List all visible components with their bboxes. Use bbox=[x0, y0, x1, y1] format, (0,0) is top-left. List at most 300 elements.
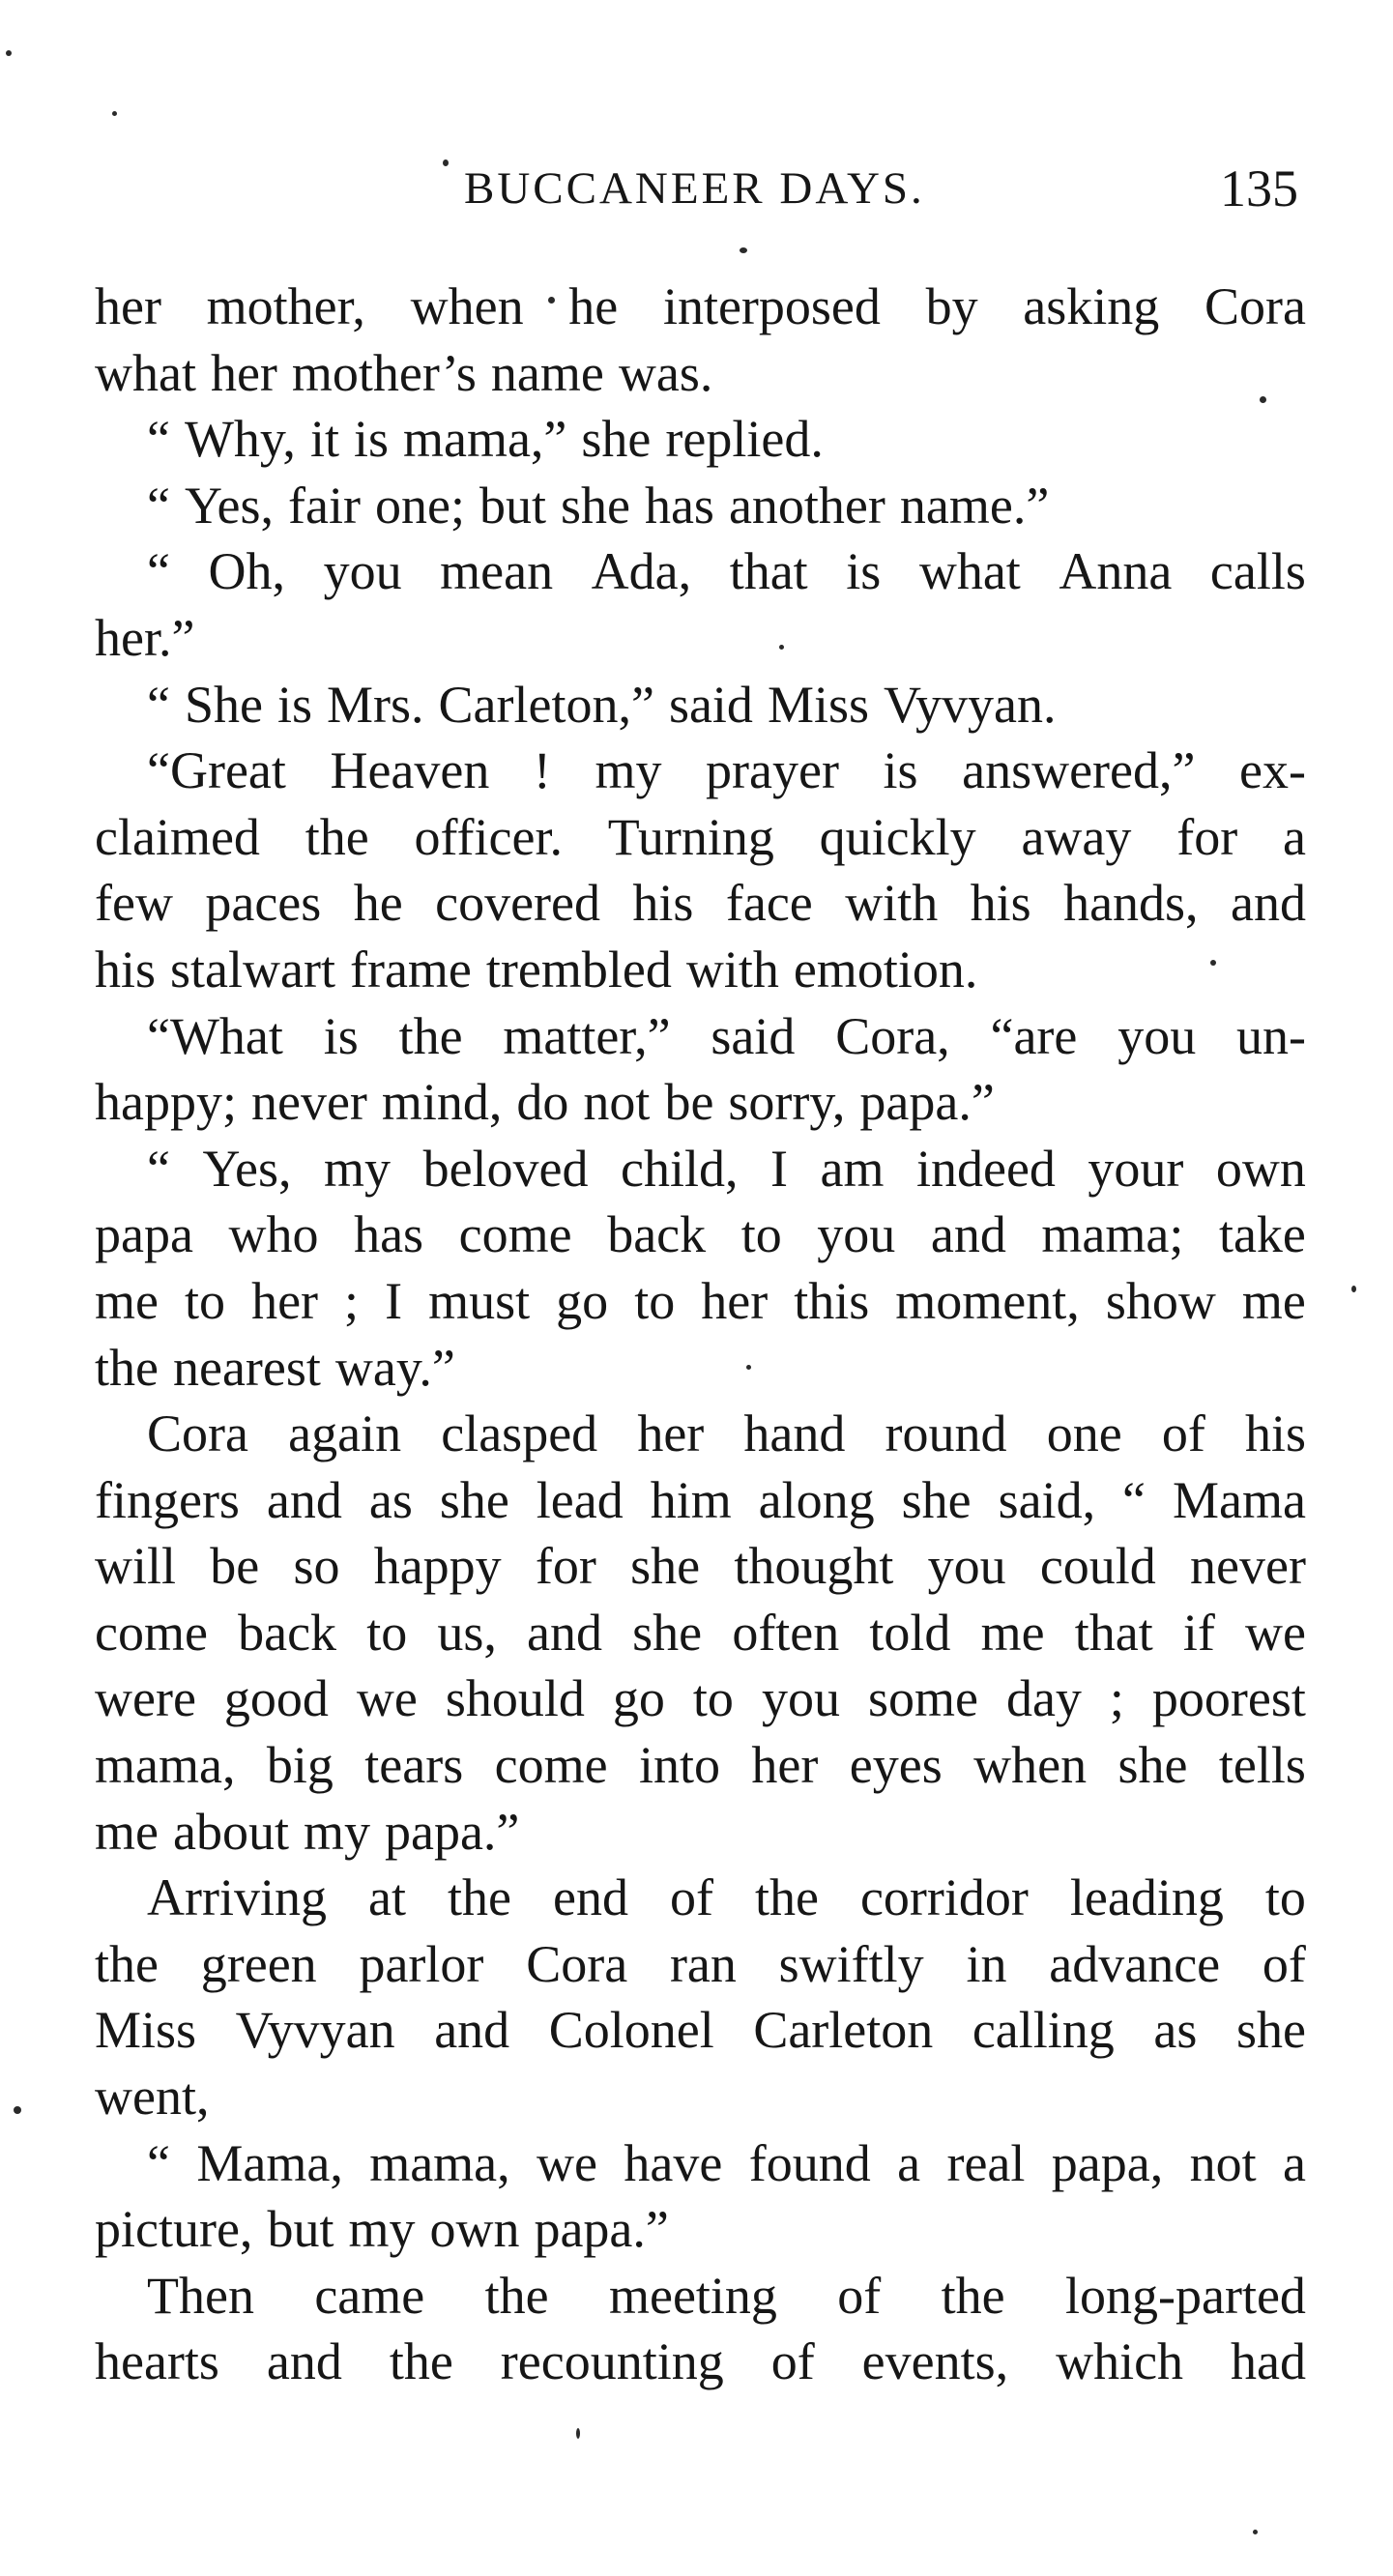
word: she bbox=[901, 1470, 972, 1529]
text-line bbox=[95, 1533, 1306, 1600]
word: round bbox=[885, 1404, 1007, 1463]
text-line bbox=[95, 1201, 1306, 1268]
word: Vyvyan bbox=[235, 2001, 395, 2060]
word: you bbox=[761, 1669, 840, 1728]
word: ! bbox=[533, 741, 551, 800]
word: of bbox=[669, 1868, 713, 1927]
word: mama,” bbox=[402, 410, 567, 469]
print-speck bbox=[746, 1365, 751, 1370]
word: she bbox=[560, 476, 630, 535]
word: Mrs. bbox=[327, 675, 424, 734]
print-speck bbox=[576, 2428, 580, 2439]
word: emotion. bbox=[793, 940, 978, 999]
word: “are bbox=[990, 1006, 1078, 1065]
word: “ bbox=[147, 1139, 170, 1198]
word: be bbox=[664, 1073, 714, 1132]
word: to bbox=[692, 1669, 734, 1728]
word: replied. bbox=[665, 410, 824, 469]
word: Yes, bbox=[184, 476, 275, 535]
word: papa bbox=[95, 1205, 193, 1264]
word: way.” bbox=[334, 1338, 455, 1397]
word: me bbox=[95, 1271, 159, 1330]
text-line bbox=[95, 672, 1306, 738]
text-line bbox=[95, 2329, 1306, 2395]
word: for bbox=[535, 1537, 596, 1596]
word: papa, bbox=[1051, 2133, 1164, 2192]
word: Carleton,” bbox=[438, 675, 654, 734]
word: by bbox=[925, 277, 978, 335]
word: she bbox=[439, 1470, 509, 1529]
print-speck bbox=[1253, 2530, 1258, 2534]
word: of bbox=[770, 2332, 815, 2391]
word: we bbox=[356, 1669, 418, 1728]
word: “ bbox=[147, 675, 170, 734]
word: said bbox=[711, 1006, 796, 1065]
word: the bbox=[754, 1868, 819, 1927]
word: indeed bbox=[915, 1139, 1056, 1198]
word: that bbox=[729, 542, 808, 601]
word: to bbox=[366, 1603, 408, 1662]
word: he bbox=[568, 277, 619, 335]
word: Mama bbox=[1172, 1470, 1306, 1529]
word: you bbox=[1117, 1006, 1197, 1065]
word: Miss bbox=[95, 2001, 197, 2060]
word: your bbox=[1088, 1139, 1184, 1198]
word: corridor bbox=[859, 1868, 1029, 1927]
word: am bbox=[820, 1139, 885, 1198]
word: stalwart bbox=[170, 940, 335, 999]
word: is bbox=[323, 1006, 359, 1065]
word: mama, bbox=[369, 2133, 510, 2192]
word: day bbox=[1005, 1669, 1082, 1728]
text-line bbox=[95, 406, 1306, 473]
word: if bbox=[1182, 1603, 1215, 1662]
text-line bbox=[95, 1401, 1306, 1467]
word: often bbox=[732, 1603, 840, 1662]
word: the bbox=[95, 1338, 159, 1397]
word: came bbox=[314, 2266, 425, 2325]
text-line bbox=[95, 1335, 1306, 1402]
word: back bbox=[607, 1205, 707, 1264]
word: own bbox=[1215, 1139, 1306, 1198]
word: my bbox=[303, 1802, 370, 1861]
word: could bbox=[1039, 1537, 1156, 1596]
text-line bbox=[95, 1268, 1306, 1335]
word: go bbox=[612, 1669, 665, 1728]
text-line bbox=[95, 1600, 1306, 1666]
print-speck bbox=[6, 50, 12, 56]
word: to bbox=[1264, 1868, 1306, 1927]
word: good bbox=[223, 1669, 329, 1728]
word: away bbox=[1021, 807, 1132, 866]
text-line bbox=[95, 340, 1306, 407]
text-line bbox=[95, 473, 1306, 539]
word: back bbox=[238, 1603, 337, 1662]
word: another bbox=[728, 476, 885, 535]
word: said, bbox=[998, 1470, 1096, 1529]
word: us, bbox=[437, 1603, 497, 1662]
word: her.” bbox=[95, 608, 195, 667]
word: found bbox=[748, 2133, 871, 2192]
word: Colonel bbox=[548, 2001, 714, 2060]
word: when bbox=[410, 277, 524, 335]
word: matter,” bbox=[503, 1006, 671, 1065]
word: mean bbox=[440, 542, 554, 601]
word: hearts bbox=[95, 2332, 219, 2391]
word: has bbox=[354, 1205, 424, 1264]
word: the bbox=[95, 1934, 159, 1993]
word: what bbox=[918, 542, 1021, 601]
word: events, bbox=[861, 2332, 1009, 2391]
word: Miss bbox=[767, 675, 869, 734]
word: beloved bbox=[422, 1139, 589, 1198]
word: thought bbox=[734, 1537, 894, 1596]
word: face bbox=[725, 874, 813, 933]
word: will bbox=[95, 1537, 177, 1596]
word: went, bbox=[95, 2068, 210, 2127]
word: her bbox=[95, 277, 161, 335]
word: her bbox=[210, 343, 277, 402]
word: do bbox=[516, 1073, 569, 1132]
word: go bbox=[556, 1271, 609, 1330]
word: officer. bbox=[414, 807, 563, 866]
word: this bbox=[794, 1271, 870, 1330]
text-line bbox=[95, 538, 1306, 605]
word: of bbox=[1262, 1934, 1306, 1993]
word: happy; bbox=[95, 1073, 237, 1132]
word: she bbox=[630, 1537, 701, 1596]
word: to bbox=[185, 1271, 226, 1330]
word: fingers bbox=[95, 1470, 240, 1529]
word: my bbox=[324, 1139, 392, 1198]
word: Anna bbox=[1059, 542, 1173, 601]
word: frame bbox=[349, 940, 472, 999]
text-line bbox=[95, 937, 1306, 1003]
word: a bbox=[1283, 807, 1306, 866]
word: her bbox=[251, 1271, 319, 1330]
word: we bbox=[537, 2133, 598, 2192]
word: come bbox=[95, 1603, 208, 1662]
word: few bbox=[95, 874, 173, 933]
word: swiftly bbox=[778, 1934, 924, 1993]
word: “ bbox=[147, 2133, 170, 2192]
word: child, bbox=[621, 1139, 739, 1198]
word: asking bbox=[1023, 277, 1160, 335]
print-speck bbox=[779, 645, 784, 650]
text-line bbox=[95, 1799, 1306, 1866]
text-line bbox=[95, 804, 1306, 871]
word: to bbox=[740, 1205, 782, 1264]
word: mama; bbox=[1041, 1205, 1184, 1264]
word: some bbox=[867, 1669, 978, 1728]
word: as bbox=[368, 1470, 413, 1529]
word: fair bbox=[288, 476, 361, 535]
word: poorest bbox=[1151, 1669, 1306, 1728]
word: interposed bbox=[662, 277, 881, 335]
word: never bbox=[250, 1073, 367, 1132]
word: the bbox=[398, 1006, 463, 1065]
word: me bbox=[1241, 1271, 1306, 1330]
word: and bbox=[527, 1603, 603, 1662]
word: Why, bbox=[184, 410, 296, 469]
word: papa.” bbox=[534, 2200, 669, 2259]
word: mama, bbox=[95, 1736, 236, 1795]
word: you bbox=[817, 1205, 896, 1264]
word: into bbox=[638, 1736, 720, 1795]
word: along bbox=[758, 1470, 875, 1529]
word: I bbox=[770, 1139, 788, 1198]
print-speck bbox=[14, 2106, 21, 2114]
word: ; bbox=[344, 1271, 360, 1330]
word: and bbox=[434, 2001, 510, 2060]
word: Oh, bbox=[208, 542, 286, 601]
text-line bbox=[95, 1136, 1306, 1202]
word: “ bbox=[147, 542, 170, 601]
word: but bbox=[479, 476, 546, 535]
word: was. bbox=[618, 343, 713, 402]
word: eyes bbox=[849, 1736, 943, 1795]
text-line bbox=[95, 1069, 1306, 1136]
word: green bbox=[200, 1934, 317, 1993]
word: for bbox=[1176, 807, 1238, 866]
word: Mama, bbox=[196, 2133, 343, 2192]
text-line bbox=[95, 1997, 1306, 2064]
word: never bbox=[1190, 1537, 1306, 1596]
word: to bbox=[634, 1271, 676, 1330]
word: mother, bbox=[206, 277, 365, 335]
word: paces bbox=[205, 874, 322, 933]
word: hands, bbox=[1063, 874, 1199, 933]
word: Cora, bbox=[835, 1006, 950, 1065]
word: not bbox=[583, 1073, 651, 1132]
word: Vyvyan. bbox=[883, 675, 1057, 734]
word: him bbox=[650, 1470, 732, 1529]
word: Cora bbox=[147, 1404, 248, 1463]
word: as bbox=[1153, 2001, 1198, 2060]
word: his bbox=[632, 874, 694, 933]
text-line bbox=[95, 1665, 1306, 1732]
text-line bbox=[95, 1865, 1306, 1931]
word: it bbox=[309, 410, 339, 469]
word: mind, bbox=[381, 1073, 503, 1132]
text-line bbox=[95, 1732, 1306, 1799]
word: his bbox=[95, 940, 157, 999]
word: Ada, bbox=[591, 542, 692, 601]
word: is bbox=[353, 410, 389, 469]
word: Heaven bbox=[330, 741, 490, 800]
word: tells bbox=[1218, 1736, 1306, 1795]
word: answered,” bbox=[962, 741, 1196, 800]
word: which bbox=[1056, 2332, 1184, 2391]
print-speck bbox=[740, 247, 747, 253]
word: meeting bbox=[608, 2266, 777, 2325]
word: parlor bbox=[359, 1934, 484, 1993]
word: Then bbox=[147, 2266, 254, 2325]
word: “Great bbox=[147, 741, 286, 800]
body-text bbox=[95, 274, 1306, 2395]
running-title: BUCCANEER DAYS. bbox=[464, 163, 925, 214]
text-line bbox=[95, 274, 1306, 340]
word: trembled bbox=[485, 940, 672, 999]
word: prayer bbox=[706, 741, 839, 800]
page-number: 135 bbox=[1220, 159, 1298, 217]
word: one bbox=[1046, 1404, 1122, 1463]
word: sorry, bbox=[728, 1073, 846, 1132]
word: quickly bbox=[819, 807, 976, 866]
word: advance bbox=[1049, 1934, 1221, 1993]
word: picture, bbox=[95, 2200, 253, 2259]
text-line bbox=[95, 2064, 1306, 2130]
word: calling bbox=[972, 2001, 1115, 2060]
print-speck bbox=[1210, 960, 1216, 966]
word: and bbox=[1230, 874, 1306, 933]
text-line bbox=[95, 1467, 1306, 1534]
word: have bbox=[624, 2133, 723, 2192]
word: mother’s bbox=[291, 343, 477, 402]
print-speck bbox=[443, 159, 449, 166]
word: one; bbox=[374, 476, 465, 535]
word: she bbox=[1117, 1736, 1188, 1795]
print-speck bbox=[548, 297, 555, 304]
word: name.” bbox=[899, 476, 1050, 535]
word: come bbox=[494, 1736, 608, 1795]
word: has bbox=[644, 476, 714, 535]
word: so bbox=[293, 1537, 340, 1596]
word: “ bbox=[147, 410, 170, 469]
word: be bbox=[210, 1537, 260, 1596]
word: leading bbox=[1069, 1868, 1224, 1927]
word: happy bbox=[373, 1537, 502, 1596]
word: the bbox=[484, 2266, 549, 2325]
word: Cora bbox=[1204, 277, 1306, 335]
word: tears bbox=[364, 1736, 464, 1795]
word: of bbox=[1161, 1404, 1205, 1463]
word: real bbox=[946, 2133, 1026, 2192]
word: her bbox=[701, 1271, 769, 1330]
word: papa.” bbox=[859, 1073, 995, 1132]
word: and bbox=[266, 2332, 342, 2391]
word: what bbox=[95, 343, 196, 402]
word: “ bbox=[1122, 1470, 1146, 1529]
word: with bbox=[845, 874, 939, 933]
word: his bbox=[970, 874, 1031, 933]
word: at bbox=[367, 1868, 406, 1927]
word: must bbox=[428, 1271, 531, 1330]
text-line bbox=[95, 870, 1306, 937]
word: when bbox=[973, 1736, 1088, 1795]
word: and bbox=[930, 1205, 1006, 1264]
word: my bbox=[348, 2200, 416, 2259]
word: she bbox=[581, 410, 652, 469]
word: show bbox=[1105, 1271, 1216, 1330]
word: I bbox=[385, 1271, 403, 1330]
word: She bbox=[184, 675, 263, 734]
print-speck bbox=[1260, 396, 1266, 403]
word: said bbox=[668, 675, 753, 734]
word: is bbox=[883, 741, 918, 800]
word: papa.” bbox=[384, 1802, 520, 1861]
word: “What bbox=[147, 1006, 283, 1065]
print-speck bbox=[1351, 1286, 1356, 1292]
text-line bbox=[95, 2130, 1306, 2197]
word: again bbox=[288, 1404, 402, 1463]
word: his bbox=[1244, 1404, 1306, 1463]
text-line bbox=[95, 1931, 1306, 1998]
word: me bbox=[980, 1603, 1045, 1662]
word: covered bbox=[435, 874, 600, 933]
text-line bbox=[95, 738, 1306, 804]
word: about bbox=[172, 1802, 289, 1861]
word: she bbox=[632, 1603, 703, 1662]
word: a bbox=[897, 2133, 921, 2192]
word: nearest bbox=[172, 1338, 321, 1397]
word: but bbox=[267, 2200, 334, 2259]
word: own bbox=[429, 2200, 520, 2259]
word: un- bbox=[1236, 1006, 1306, 1065]
word: my bbox=[595, 741, 662, 800]
word: end bbox=[552, 1868, 628, 1927]
word: hand bbox=[743, 1404, 846, 1463]
word: she bbox=[1235, 2001, 1306, 2060]
word: Arriving bbox=[147, 1868, 327, 1927]
word: clasped bbox=[441, 1404, 598, 1463]
word: that bbox=[1074, 1603, 1153, 1662]
text-line bbox=[95, 2263, 1306, 2330]
word: who bbox=[228, 1205, 319, 1264]
word: the bbox=[305, 807, 369, 866]
word: is bbox=[276, 675, 312, 734]
word: of bbox=[837, 2266, 882, 2325]
word: take bbox=[1218, 1205, 1306, 1264]
word: and bbox=[266, 1470, 342, 1529]
word: the bbox=[941, 2266, 1005, 2325]
word: Cora bbox=[526, 1934, 628, 1993]
text-line bbox=[95, 605, 1306, 672]
text-line bbox=[95, 2196, 1306, 2263]
word: ex- bbox=[1239, 741, 1306, 800]
word: lead bbox=[536, 1470, 624, 1529]
word: moment, bbox=[895, 1271, 1080, 1330]
word: come bbox=[458, 1205, 572, 1264]
word: claimed bbox=[95, 807, 260, 866]
print-speck bbox=[112, 111, 117, 116]
word: were bbox=[95, 1669, 196, 1728]
word: ; bbox=[1109, 1669, 1124, 1728]
word: name bbox=[490, 343, 604, 402]
word: her bbox=[637, 1404, 705, 1463]
word: ran bbox=[669, 1934, 737, 1993]
word: we bbox=[1245, 1603, 1306, 1662]
word: you bbox=[927, 1537, 1006, 1596]
word: in bbox=[966, 1934, 1007, 1993]
word: should bbox=[445, 1669, 585, 1728]
word: long-parted bbox=[1065, 2266, 1306, 2325]
word: Carleton bbox=[753, 2001, 934, 2060]
word: big bbox=[266, 1736, 334, 1795]
word: her bbox=[751, 1736, 819, 1795]
word: Turning bbox=[607, 807, 774, 866]
word: not bbox=[1189, 2133, 1257, 2192]
word: you bbox=[323, 542, 402, 601]
word: calls bbox=[1209, 542, 1306, 601]
word: with bbox=[685, 940, 779, 999]
word: “ bbox=[147, 476, 170, 535]
word: the bbox=[389, 2332, 453, 2391]
word: had bbox=[1231, 2332, 1306, 2391]
word: the bbox=[447, 1868, 511, 1927]
word: me bbox=[95, 1802, 159, 1861]
text-line bbox=[95, 1003, 1306, 1070]
